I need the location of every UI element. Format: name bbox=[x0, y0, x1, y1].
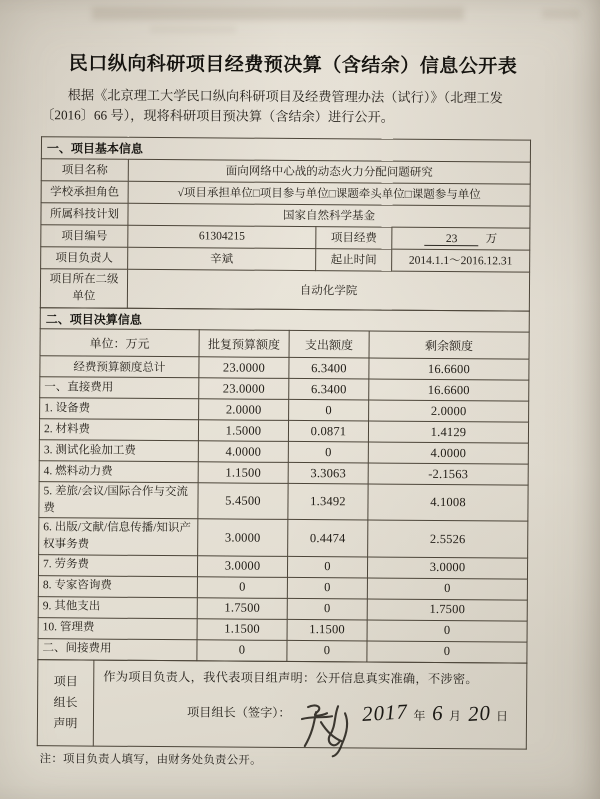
declaration-body bbox=[93, 660, 527, 749]
row-department bbox=[40, 268, 529, 311]
approved-value: 2.0000 bbox=[199, 399, 289, 421]
pi-name: 辛斌 bbox=[128, 247, 316, 270]
budget-row-label: 10. 管理费 bbox=[38, 617, 197, 639]
school-role-value: √项目承担单位□项目参与单位□课题牵头单位□课题参与单位 bbox=[128, 181, 530, 206]
funding-value bbox=[392, 227, 530, 250]
budget-row-label: 4. 燃料动力费 bbox=[39, 461, 198, 483]
spent-value: 0 bbox=[289, 400, 369, 422]
remaining-value: 4.0000 bbox=[368, 442, 528, 464]
declaration-table bbox=[37, 659, 528, 749]
approved-value: 1.5000 bbox=[198, 420, 288, 442]
budget-row-label: 1. 设备费 bbox=[40, 398, 199, 420]
spent-value: 0 bbox=[287, 577, 367, 599]
funding-amount: 23 bbox=[425, 233, 479, 246]
approved-value: 4.0000 bbox=[198, 441, 288, 463]
department-label: 项目所在二级单位 bbox=[40, 268, 127, 308]
duration-value: 2014.1.1～2016.12.31 bbox=[392, 249, 530, 272]
budget-row-label: 2. 材料费 bbox=[39, 419, 198, 441]
remaining-value: 4.1008 bbox=[368, 484, 528, 521]
department-value: 自动化学院 bbox=[127, 269, 529, 311]
project-no-value: 61304215 bbox=[128, 225, 316, 248]
budget-row-travel-conference bbox=[39, 482, 528, 522]
spent-value: 0 bbox=[287, 640, 367, 662]
signature-row bbox=[103, 687, 518, 738]
sign-label: 项目组长（签字）： bbox=[186, 705, 291, 721]
budget-row-label: 5. 差旅/会议/国际合作与交流费 bbox=[39, 482, 198, 519]
approved-value: 23.0000 bbox=[199, 378, 289, 400]
month-suffix: 月 bbox=[448, 709, 462, 724]
remaining-value: 1.7500 bbox=[367, 599, 527, 621]
date-month: 6 bbox=[431, 700, 445, 726]
spent-value: 6.3400 bbox=[289, 379, 369, 401]
declaration-label-line: 项目 bbox=[53, 674, 78, 689]
budget-row-label: 8. 专家咨询费 bbox=[38, 575, 197, 597]
duration-label: 起止时间 bbox=[316, 248, 392, 271]
spent-value: 0.4474 bbox=[288, 520, 368, 557]
footnote: 注：项目负责人填写，由财务处负责公开。 bbox=[39, 752, 262, 767]
project-name-label: 项目名称 bbox=[41, 158, 128, 181]
handwritten-signature bbox=[292, 700, 358, 758]
school-role-label: 学校承担角色 bbox=[41, 180, 128, 203]
year-suffix: 年 bbox=[413, 709, 426, 724]
approved-value: 1.1500 bbox=[197, 619, 287, 641]
page-title: 民口纵向科研项目经费预决算（含结余）信息公开表 bbox=[68, 53, 518, 78]
budget-header-row bbox=[40, 329, 529, 359]
spent-value: 1.3492 bbox=[288, 484, 368, 521]
declaration-label-line: 组长 bbox=[53, 695, 78, 710]
date-year: 2017 bbox=[361, 699, 410, 727]
remaining-value: 1.4129 bbox=[368, 421, 528, 443]
approved-value: 3.0000 bbox=[197, 556, 287, 578]
funding-unit: 万 bbox=[485, 233, 498, 246]
declaration-row bbox=[37, 659, 527, 748]
remaining-value: 2.5526 bbox=[368, 520, 528, 557]
budget-row-label: 二、间接费用 bbox=[38, 638, 197, 660]
handwritten-date bbox=[362, 701, 518, 727]
date-day: 20 bbox=[467, 700, 492, 727]
remaining-value: 0 bbox=[367, 641, 527, 663]
remaining-value: 3.0000 bbox=[367, 557, 527, 579]
budget-row-label: 一、直接费用 bbox=[40, 377, 199, 399]
program-value: 国家自然科学基金 bbox=[128, 203, 530, 228]
spent-value: 0 bbox=[288, 442, 368, 464]
approved-value: 1.7500 bbox=[197, 598, 287, 620]
approved-value: 23.0000 bbox=[199, 357, 289, 379]
approved-value: 3.0000 bbox=[198, 519, 288, 556]
spent-value: 6.3400 bbox=[289, 358, 369, 380]
approved-value: 0 bbox=[197, 577, 287, 599]
program-label: 所属科技计划 bbox=[41, 202, 128, 225]
project-no-label: 项目编号 bbox=[41, 224, 128, 247]
remaining-value: 16.6600 bbox=[369, 358, 529, 380]
spent-value: 0.0871 bbox=[288, 421, 368, 443]
col-header-spent: 支出额度 bbox=[289, 331, 369, 359]
approved-value: 1.1500 bbox=[198, 462, 288, 484]
budget-row-label: 9. 其他支出 bbox=[38, 596, 197, 618]
section-basic-info-title: 一、项目基本信息 bbox=[41, 136, 530, 161]
approved-value: 5.4500 bbox=[198, 483, 288, 520]
budget-row-publication-ip bbox=[39, 518, 528, 558]
remaining-value: 2.0000 bbox=[369, 400, 529, 422]
intro-paragraph: 根据《北京理工大学民口纵向科研项目及经费管理办法（试行）》（北理工发〔2016〕66 号），现将科研项目预决算（含结余）进行公开。 bbox=[41, 87, 503, 125]
approved-value: 0 bbox=[197, 640, 287, 662]
declaration-statement: 作为项目负责人，我代表项目组声明：公开信息真实准确，不涉密。 bbox=[103, 669, 478, 687]
spent-value: 3.3063 bbox=[288, 463, 368, 485]
funding-label: 项目经费 bbox=[316, 226, 392, 249]
remaining-value: 0 bbox=[367, 620, 527, 642]
project-name-value: 面向网络中心战的动态火力分配问题研究 bbox=[128, 159, 530, 184]
remaining-value: -2.1563 bbox=[368, 463, 528, 485]
budget-table bbox=[37, 307, 529, 663]
remaining-value: 16.6600 bbox=[369, 379, 529, 401]
pi-label: 项目负责人 bbox=[41, 246, 128, 269]
col-header-approved: 批复预算额度 bbox=[199, 330, 289, 358]
section-budget-title: 二、项目决算信息 bbox=[40, 308, 529, 332]
budget-row-label: 7. 劳务费 bbox=[38, 554, 197, 576]
spent-value: 1.1500 bbox=[287, 619, 367, 641]
budget-row-label: 3. 测试化验加工费 bbox=[39, 440, 198, 462]
declaration-label bbox=[37, 659, 94, 745]
col-header-unit: 单位：万元 bbox=[40, 329, 199, 357]
spent-value: 0 bbox=[287, 598, 367, 620]
budget-row-label: 6. 出版/文献/信息传播/知识产权事务费 bbox=[39, 518, 198, 555]
col-header-remaining: 剩余额度 bbox=[369, 331, 529, 359]
day-suffix: 日 bbox=[495, 709, 509, 724]
budget-row-label: 经费预算额度总计 bbox=[40, 356, 199, 378]
basic-info-table bbox=[40, 136, 531, 312]
remaining-value: 0 bbox=[367, 578, 527, 600]
spent-value: 0 bbox=[287, 556, 367, 578]
declaration-label-line: 声明 bbox=[53, 716, 78, 731]
